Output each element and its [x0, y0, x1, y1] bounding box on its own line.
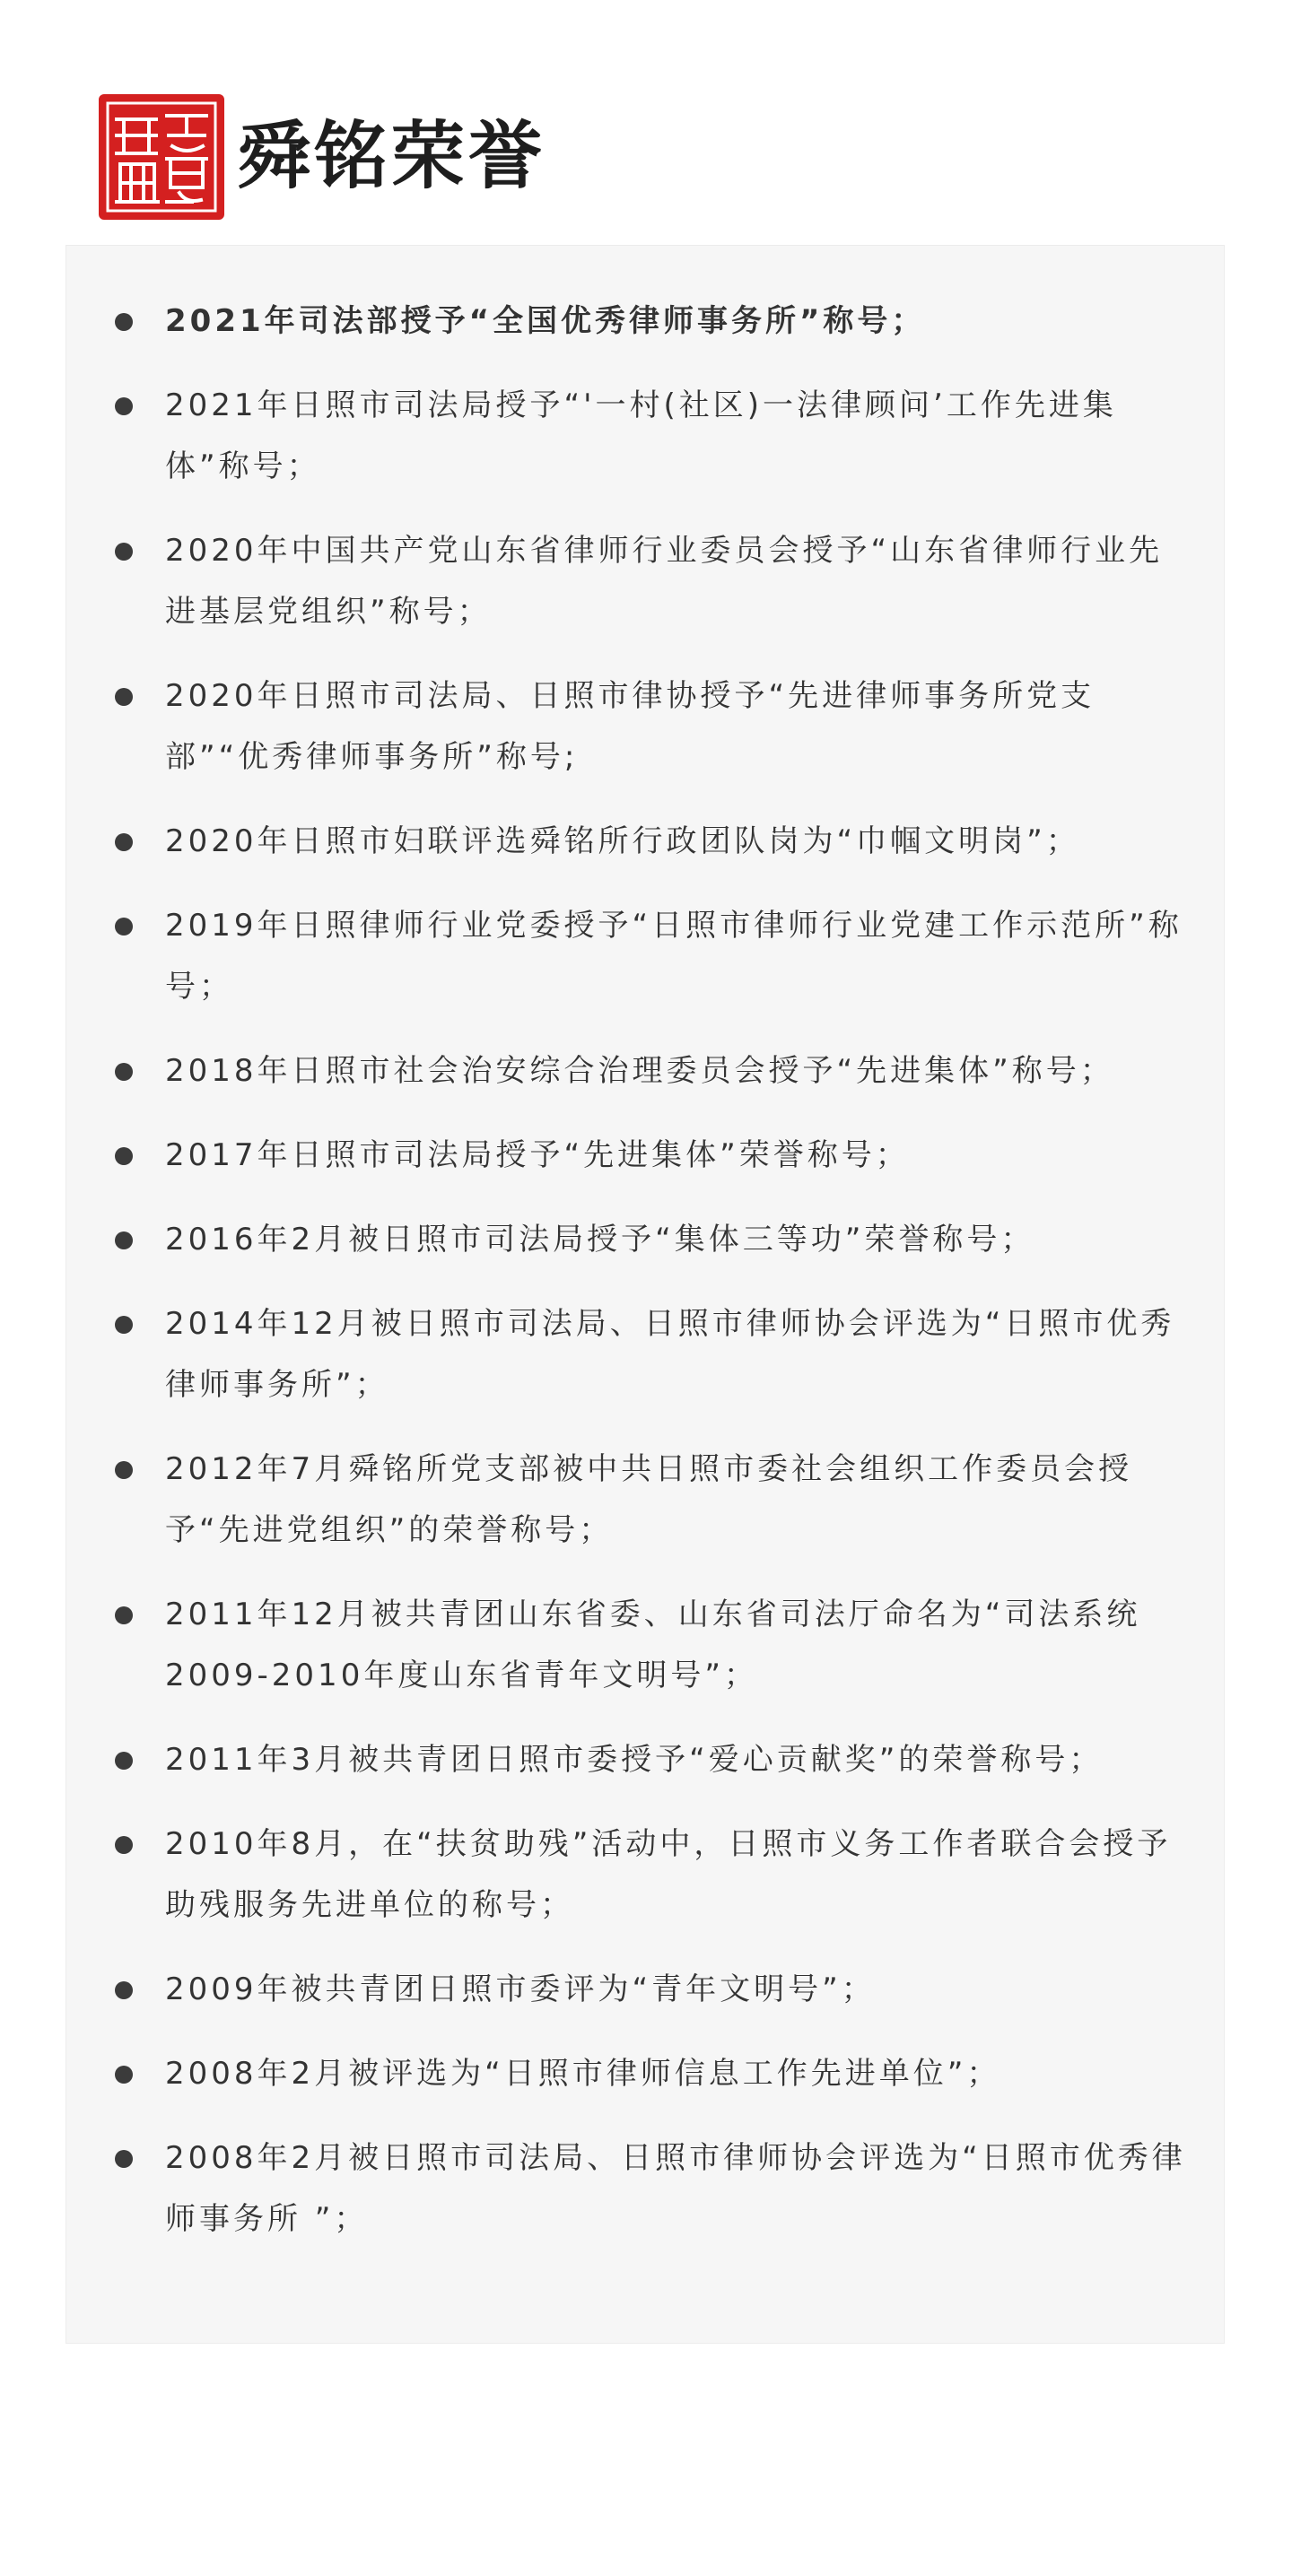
honor-text: 2009年被共青团日照市委评为“青年文明号”；: [165, 1971, 876, 2007]
bullet-icon: [115, 688, 133, 706]
bullet-icon: [115, 1461, 133, 1479]
list-item: [165, 1293, 1197, 1415]
honor-text: 2020年中国共产党山东省律师行业委员会授予“山东省律师行业先进基层党组织”称号；: [165, 533, 1164, 630]
list-item: [165, 291, 1197, 352]
list-item: [165, 520, 1197, 642]
bullet-icon: [115, 1836, 133, 1854]
bullet-icon: [115, 313, 133, 331]
honor-text: 2020年日照市妇联评选舜铭所行政团队岗为“巾帼文明岗”；: [165, 823, 1080, 859]
honor-text: 2021年日照市司法局授予“'一村(社区)一法律顾问’工作先进集体”称号；: [165, 387, 1117, 484]
bullet-icon: [115, 1316, 133, 1334]
honor-text: 2010年8月，在“扶贫助残”活动中，日照市义务工作者联合会授予助残服务先进单位的称号；: [165, 1826, 1172, 1923]
page-header: [99, 90, 546, 224]
bullet-icon: [115, 1231, 133, 1249]
list-item: [165, 1209, 1197, 1270]
bullet-icon: [115, 1606, 133, 1624]
honor-text: 2019年日照律师行业党委授予“日照市律师行业党建工作示范所”称号；: [165, 908, 1183, 1005]
honor-text: 2012年7月舜铭所党支部被中共日照市委社会组织工作委员会授予“先进党组织”的荣誉称号；: [165, 1451, 1133, 1548]
bullet-icon: [115, 918, 133, 936]
list-item: [165, 1584, 1197, 1706]
bullet-icon: [115, 397, 133, 415]
list-item: [165, 1729, 1197, 1790]
list-item: [165, 1814, 1197, 1936]
honor-text: 2011年12月被共青团山东省委、山东省司法厅命名为“司法系统2009-2010年度山东省青年文明号”；: [165, 1597, 1141, 1693]
bullet-icon: [115, 1063, 133, 1081]
bullet-icon: [115, 833, 133, 851]
honor-text: 2016年2月被日照市司法局授予“集体三等功”荣誉称号；: [165, 1222, 1035, 1258]
page-title: 舜铭荣誉: [237, 114, 546, 199]
honor-text: 2011年3月被共青团日照市委授予“爱心贡献奖”的荣誉称号；: [165, 1742, 1104, 1778]
bullet-icon: [115, 2066, 133, 2084]
bullet-icon: [115, 543, 133, 561]
honor-text: 2014年12月被日照市司法局、日照市律师协会评选为“日照市优秀律师事务所”；: [165, 1306, 1175, 1403]
bullet-icon: [115, 1752, 133, 1770]
bullet-icon: [115, 1147, 133, 1165]
honors-list: [66, 246, 1224, 2250]
list-item: [165, 1959, 1197, 2020]
bullet-icon: [115, 1981, 133, 1999]
honor-text: 2008年2月被评选为“日照市律师信息工作先进单位”；: [165, 2056, 1001, 2092]
honor-text: 2020年日照市司法局、日照市律协授予“先进律师事务所党支部”“优秀律师事务所”称号;: [165, 678, 1096, 775]
list-item: [165, 1125, 1197, 1186]
list-item: [165, 1439, 1197, 1561]
honor-text: 2017年日照市司法局授予“先进集体”荣誉称号；: [165, 1137, 910, 1173]
honor-text: 2008年2月被日照市司法局、日照市律师协会评选为“日照市优秀律师事务所 ”；: [165, 2140, 1186, 2237]
list-item: [165, 2043, 1197, 2104]
list-item: [165, 895, 1197, 1017]
list-item: [165, 811, 1197, 872]
bullet-icon: [115, 2150, 133, 2168]
list-item: [165, 2128, 1197, 2250]
honor-text: 2018年日照市社会治安综合治理委员会授予“先进集体”称号；: [165, 1053, 1114, 1089]
honors-panel: [65, 245, 1225, 2344]
list-item: [165, 1040, 1197, 1101]
list-item: [165, 375, 1197, 497]
list-item: [165, 666, 1197, 788]
shun-ming-seal-icon: [99, 94, 224, 220]
honor-text: 2021年司法部授予“全国优秀律师事务所”称号；: [165, 303, 926, 339]
